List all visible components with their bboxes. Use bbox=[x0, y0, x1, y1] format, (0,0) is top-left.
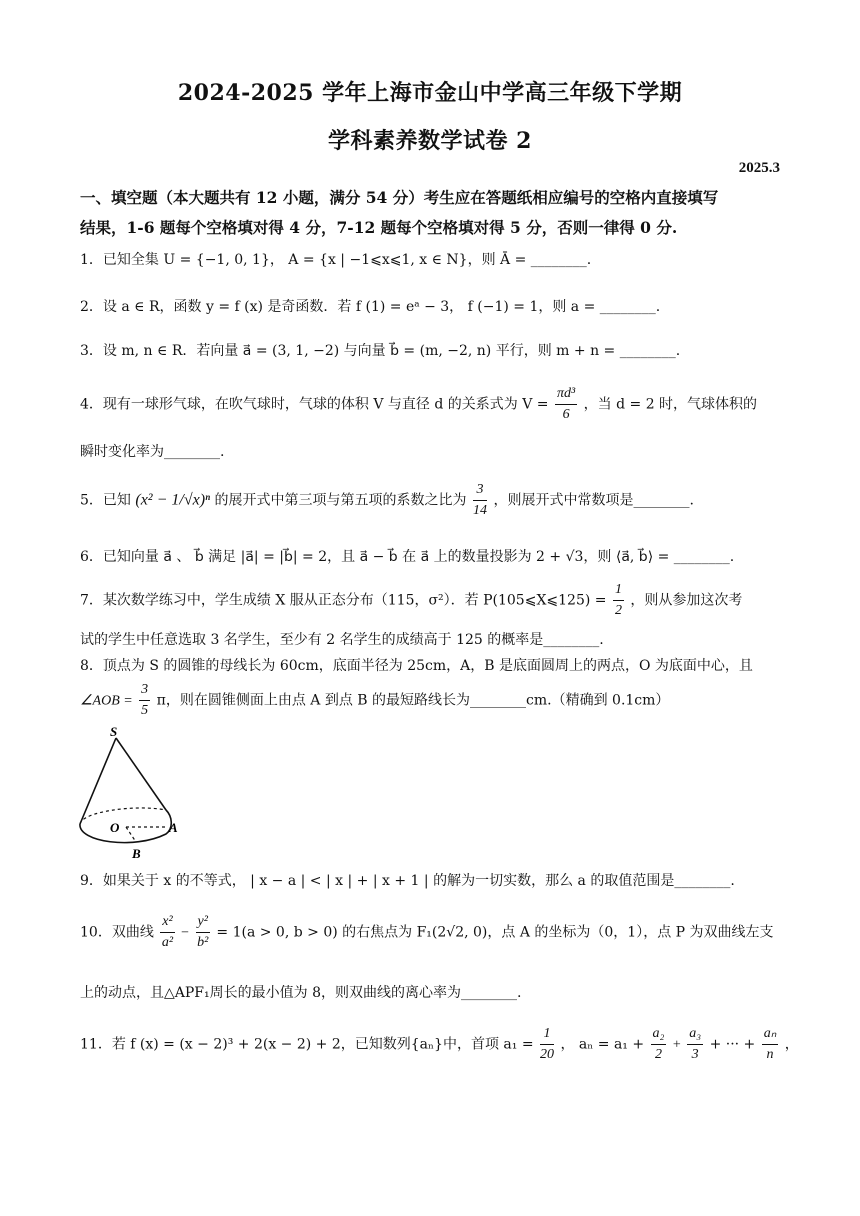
exam-title-line2: 学科素养数学试卷 2 bbox=[328, 128, 532, 154]
label-a: A bbox=[169, 820, 178, 835]
q10-text-b: = 1(a > 0, b > 0) 的右焦点为 F₁(2√2, 0)，点 A 的坐标为（0，1），点 P 为双曲线左支 bbox=[216, 924, 774, 941]
q11-fraction-a1 bbox=[540, 1024, 554, 1065]
q5-frac-den: 14 bbox=[473, 503, 487, 518]
cone-radius-ob bbox=[126, 827, 136, 842]
q7-text-b: ，则从参加这次考 bbox=[630, 592, 743, 609]
q11-text-c: + ··· + bbox=[709, 1036, 756, 1053]
q8-angle: ∠AOB = bbox=[80, 693, 133, 709]
q5-text-c: ，则展开式中常数项是________. bbox=[493, 492, 694, 509]
cone-figure bbox=[74, 724, 184, 864]
q7-frac-den: 2 bbox=[614, 603, 622, 618]
cone-base-front-arc bbox=[80, 810, 171, 843]
q8-frac-den: 5 bbox=[141, 703, 149, 718]
question-4-line2: 瞬时变化率为________. bbox=[80, 444, 225, 460]
label-o: O bbox=[110, 820, 120, 835]
q10-text-a: 10．双曲线 bbox=[80, 924, 154, 941]
question-8-line1: 8．顶点为 S 的圆锥的母线长为 60cm，底面半径为 25cm，A，B 是底面圆周上的两点，O 为底面中心，且 bbox=[80, 658, 753, 674]
question-1: 1．已知全集 U = {−1, 0, 1}， A = {x | −1⩽x⩽1, x ∈ N}，则 Ā = ________. bbox=[80, 252, 592, 268]
cone-left-slant bbox=[80, 738, 116, 824]
q11-frac1-num: 1 bbox=[540, 1024, 554, 1045]
question-10-line2: 上的动点，且△APF₁周长的最小值为 8，则双曲线的离心率为________. bbox=[80, 985, 522, 1001]
q8-text-b2: π，则在圆锥侧面上由点 A 到点 B 的最短路线长为________cm.（精确到 0.1cm） bbox=[156, 692, 670, 709]
cone-base-back-arc bbox=[80, 808, 166, 824]
q5-fraction bbox=[473, 480, 487, 521]
q11-text-a: 11．若 f (x) = (x − 2)³ + 2(x − 2) + 2，已知数列{aₙ}中，首项 a₁ = bbox=[80, 1036, 534, 1053]
question-8-line2 bbox=[80, 680, 785, 721]
q11-text-b: ， aₙ = a₁ + bbox=[560, 1036, 645, 1053]
section-instructions-line2: 结果，1-6 题每个空格填对得 4 分，7-12 题每个空格填对得 5 分，否则一律得 0 分. bbox=[80, 218, 678, 237]
q7-text-a: 7．某次数学练习中，学生成绩 X 服从正态分布（115，σ²）．若 P(105⩽X⩽125) = bbox=[80, 592, 607, 609]
q11-fracn-den: n bbox=[766, 1047, 774, 1062]
question-4-line1 bbox=[80, 384, 785, 425]
exam-title-line1: 2024-2025 学年上海市金山中学高三年级下学期 bbox=[177, 80, 683, 106]
question-2: 2．设 a ∈ R，函数 y = f (x) 是奇函数．若 f (1) = eᵃ − 3， f (−1) = 1，则 a = ________. bbox=[80, 299, 661, 315]
label-b: B bbox=[132, 846, 141, 861]
question-6: 6．已知向量 a⃗ 、 b⃗ 满足 |a⃗| = |b⃗| = 2，且 a⃗ − b⃗ 在 a⃗ 上的数量投影为 2 + √3，则 ⟨a⃗, b⃗⟩ = ________. bbox=[80, 549, 735, 565]
q11-frac3-num: a₃ bbox=[687, 1024, 703, 1045]
q5-text-b: 的展开式中第三项与第五项的系数之比为 bbox=[214, 492, 467, 509]
q11-fracn-num: aₙ bbox=[762, 1024, 779, 1045]
q8-frac-num: 3 bbox=[139, 680, 150, 701]
q10-fraction-x bbox=[160, 912, 174, 953]
q8-fraction bbox=[139, 680, 150, 721]
q11-fraction-an bbox=[762, 1024, 779, 1065]
q4-frac-num: πd³ bbox=[555, 384, 577, 405]
q10-fraction-y bbox=[196, 912, 210, 953]
q4-text-b: ，当 d = 2 时，气球体积的 bbox=[583, 396, 758, 413]
question-9: 9．如果关于 x 的不等式， | x − a | < | x | + | x + 1 | 的解为一切实数，那么 a 的取值范围是________. bbox=[80, 873, 735, 889]
question-3: 3．设 m, n ∈ R．若向量 a⃗ = (3, 1, −2) 与向量 b⃗ = (m, −2, n) 平行，则 m + n = ________. bbox=[80, 343, 681, 359]
cone-right-slant bbox=[116, 738, 166, 810]
question-10-line1: 10．双曲线 $\frac{\text{x²}}{\text{a²}}$ − $\frac{\text{y²}}{\text{b²}}$ = 1(a > 0, b > 0) 的右焦点为 F₁(2√2, 0)，点 A 的坐标为（0，1），点 P 为双曲线左支 bbox=[80, 912, 785, 953]
q5-expression: (x² − 1/√x)ⁿ bbox=[135, 491, 211, 509]
q11-fraction-a2 bbox=[651, 1024, 667, 1065]
q11-frac3-den: 3 bbox=[691, 1047, 699, 1062]
q10-frac1-den: a² bbox=[161, 935, 174, 950]
q5-frac-num: 3 bbox=[473, 480, 487, 501]
q11-frac2-num: a₂ bbox=[651, 1024, 667, 1045]
q4-text-a: 4．现有一球形气球，在吹气球时，气球的体积 V 与直径 d 的关系式为 V = bbox=[80, 396, 549, 413]
q11-text-d: ， bbox=[784, 1036, 799, 1053]
q5-text-a: 5．已知 bbox=[80, 492, 131, 509]
question-5 bbox=[80, 480, 785, 521]
section-instructions-line1: 一、填空题（本大题共有 12 小题，满分 54 分）考生应在答题纸相应编号的空格内直接填写 bbox=[80, 188, 719, 207]
q11-fraction-a3 bbox=[687, 1024, 703, 1065]
q10-frac2-num: y² bbox=[196, 912, 210, 933]
q4-frac-den: 6 bbox=[562, 407, 570, 422]
q4-fraction bbox=[555, 384, 577, 425]
q10-frac1-num: x² bbox=[160, 912, 174, 933]
question-11: 11．若 f (x) = (x − 2)³ + 2(x − 2) + 2，已知数列{aₙ}中，首项 a₁ = $\frac{1}{20}$ ， aₙ = a₁ + $\frac{\text{a₂}}{2}$ + $\frac{\text{a₃}}{3}$ + ··· + $\frac{\text{aₙ}}{n}$ ， bbox=[80, 1024, 785, 1065]
q11-frac2-den: 2 bbox=[654, 1047, 662, 1062]
q11-frac1-den: 20 bbox=[540, 1047, 555, 1062]
exam-date: 2025.3 bbox=[738, 160, 780, 176]
question-7-line1 bbox=[80, 580, 785, 621]
q7-fraction bbox=[613, 580, 624, 621]
question-7-line2: 试的学生中任意选取 3 名学生，至少有 2 名学生的成绩高于 125 的概率是________. bbox=[80, 632, 604, 648]
label-s: S bbox=[110, 724, 118, 739]
q10-frac2-den: b² bbox=[197, 935, 209, 950]
q7-frac-num: 1 bbox=[613, 580, 624, 601]
